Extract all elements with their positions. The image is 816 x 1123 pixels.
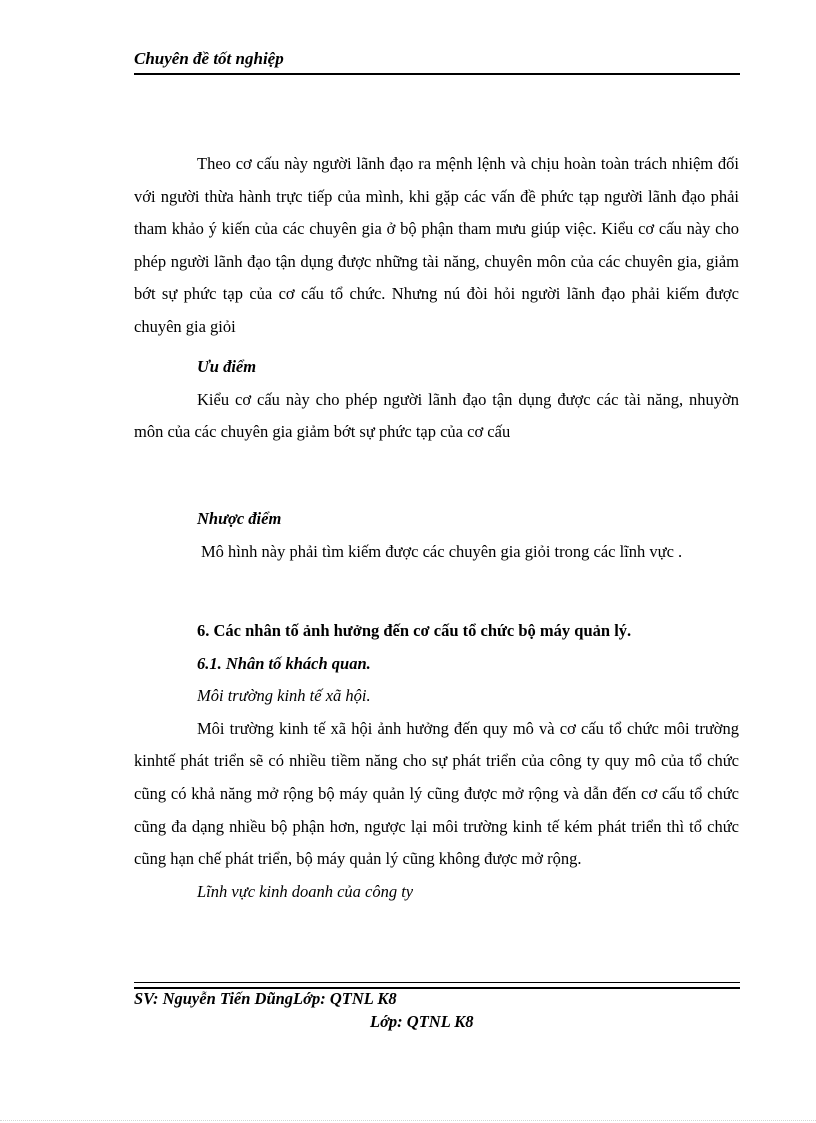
section-6-1-heading: 6.1. Nhân tố khách quan.: [197, 653, 371, 673]
footer-student-info: SV: Nguyễn Tiến DũngLớp: QTNL K8: [134, 989, 397, 1008]
section-disadvantages: [134, 503, 739, 568]
section-6-heading: 6. Các nhân tố ảnh hưởng đến cơ cấu tổ chức bộ máy quản lý.: [197, 621, 632, 640]
disadvantages-text: Mô hình này phải tìm kiếm được các chuyên gia giỏi trong các lĩnh vực .: [201, 541, 683, 561]
section-advantages: [134, 351, 739, 449]
header-title: Chuyên đề tốt nghiệp: [134, 49, 284, 68]
page-header: [134, 47, 740, 75]
business-field-label: Lĩnh vực kinh doanh của công ty: [197, 881, 414, 901]
footer-class-info: Lớp: QTNL K8: [370, 1012, 474, 1031]
paragraph-structure-description: [134, 148, 739, 344]
economic-environment-label: Môi trường kinh tế xã hội.: [197, 686, 371, 706]
section-6: [134, 615, 739, 908]
page-bottom-edge: [0, 1120, 816, 1121]
economic-environment-text: Môi trường kinh tế xã hội ảnh hưởng đến quy mô và cơ cấu tổ chức môi trường kinhtế phát triển sẽ có nhiều tiềm năng cho sự phát triển của công ty quy mô của tổ chức cũng có khả năng mở rộng bộ máy quản lý cũng được mở rộng và dẫn đến cơ cấu tổ chức cũng đa dạng nhiều bộ phận hơn, ngược lại môi trường kinh tế kém phát triển thì tổ chức cũng hạn chế phát triển, bộ máy quản lý cũng không được mở rộng.: [134, 718, 739, 869]
disadvantages-heading: Nhược điểm: [197, 509, 282, 528]
advantages-heading: Ưu điểm: [197, 357, 257, 376]
paragraph-1: Theo cơ cấu này người lãnh đạo ra mệnh lệnh và chịu hoàn toàn trách nhiệm đối với người thừa hành trực tiếp của mình, khi gặp các vấn đề phức tạp người lãnh đạo phải tham khảo ý kiến của các chuyên gia ở bộ phận tham mưu giúp việc. Kiểu cơ cấu này cho phép người lãnh đạo tận dụng được những tài năng, chuyên môn của các chuyên gia, giảm bớt sự phức tạp của cơ cấu tổ chức. Nhưng nú đòi hỏi người lãnh đạo phải kiếm được chuyên gia giỏi: [134, 154, 739, 336]
advantages-text: Kiểu cơ cấu này cho phép người lãnh đạo tận dụng được các tài năng, nhuyờn môn của các chuyên gia giảm bớt sự phức tạp của cơ cấu: [134, 389, 739, 442]
